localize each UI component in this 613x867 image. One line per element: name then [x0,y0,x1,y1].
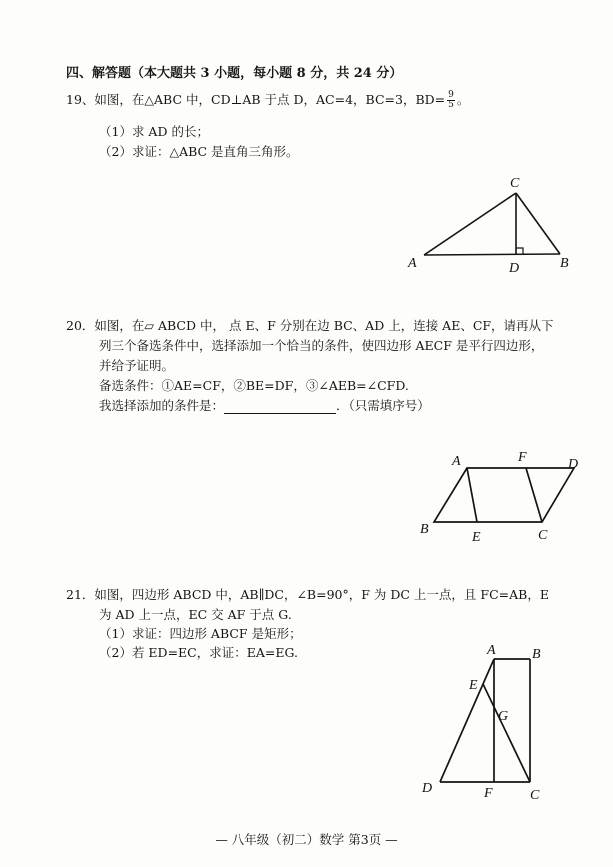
page-footer: — 八年级（初二）数学 第3页 — [215,832,398,847]
q21-label-g: G [498,709,509,724]
q20-line1: 20．如图，在▱ ABCD 中， 点 E、F 分别在边 BC、AD 上，连接 AE、CF，请再从下 [66,318,554,333]
q21-label-f: F [484,786,493,801]
q20-line3: 并给予证明。 [99,358,175,373]
q21-label-d: D [422,781,433,796]
q20-options: 备选条件：①AE=CF，②BE=DF，③∠AEB=∠CFD. [99,378,409,393]
q19-fraction [447,91,455,110]
q21-part2: （2）若 ED=EC，求证：EA=EG. [99,645,298,660]
q21-line1: 21．如图，四边形 ABCD 中，AB∥DC，∠B=90°，F 为 DC 上一点，且 FC=AB，E [66,587,549,602]
q19-label-a: A [408,256,417,271]
q20-label-b: B [420,522,429,537]
q19-triangle-figure [400,168,590,278]
q20-parallelogram-figure [410,446,600,546]
q20-label-d: D [568,457,579,472]
q20-label-e: E [472,530,481,545]
q19-frac-den: 5 [448,100,454,110]
q20-line2: 列三个备选条件中，选择添加一个恰当的条件，使四边形 AECF 是平行四边形， [99,338,544,353]
section-header: 四、解答题（本大题共 3 小题，每小题 8 分，共 24 分） [66,66,403,81]
q19-stem [66,90,469,110]
q20-answer-blank[interactable] [224,401,336,414]
q21-label-c: C [530,788,540,803]
q20-label-f: F [518,450,527,465]
q21-label-a: A [487,643,496,658]
q21-line2: 为 AD 上一点，EC 交 AF 于点 G. [99,607,292,622]
q19-stem-end: 。 [456,92,470,107]
q19-stem-text: 19、如图，在△ABC 中，CD⊥AB 于点 D，AC=4，BC=3，BD= [66,92,446,107]
q21-label-b: B [532,647,541,662]
q19-label-b: B [560,256,569,271]
q20-parallelogram-abcd [434,468,574,522]
q20-choice-prefix: 我选择添加的条件是： [99,398,225,413]
q21-label-e: E [469,678,478,693]
q19-label-c: C [510,176,520,191]
q21-segment-ec [483,684,530,782]
q20-segment-ae [467,468,477,522]
q20-choice-suffix: ．（只需填序号） [336,398,430,413]
q19-part2: （2）求证：△ABC 是直角三角形。 [99,144,299,159]
q21-segment-da [440,659,494,782]
q21-trapezoid-figure [410,642,570,807]
q20-segment-cf [526,468,542,522]
q20-label-a: A [452,454,461,469]
q19-label-d: D [509,261,520,276]
q21-part1: （1）求证：四边形 ABCF 是矩形； [99,626,302,641]
q19-frac-num: 9 [448,90,454,100]
q20-choice-line [99,396,430,414]
q19-segment-bc [516,193,560,254]
q19-segment-ac [424,193,516,255]
q19-segment-ab [424,254,560,255]
q19-part1: （1）求 AD 的长； [99,124,209,139]
q20-label-c: C [538,528,548,543]
